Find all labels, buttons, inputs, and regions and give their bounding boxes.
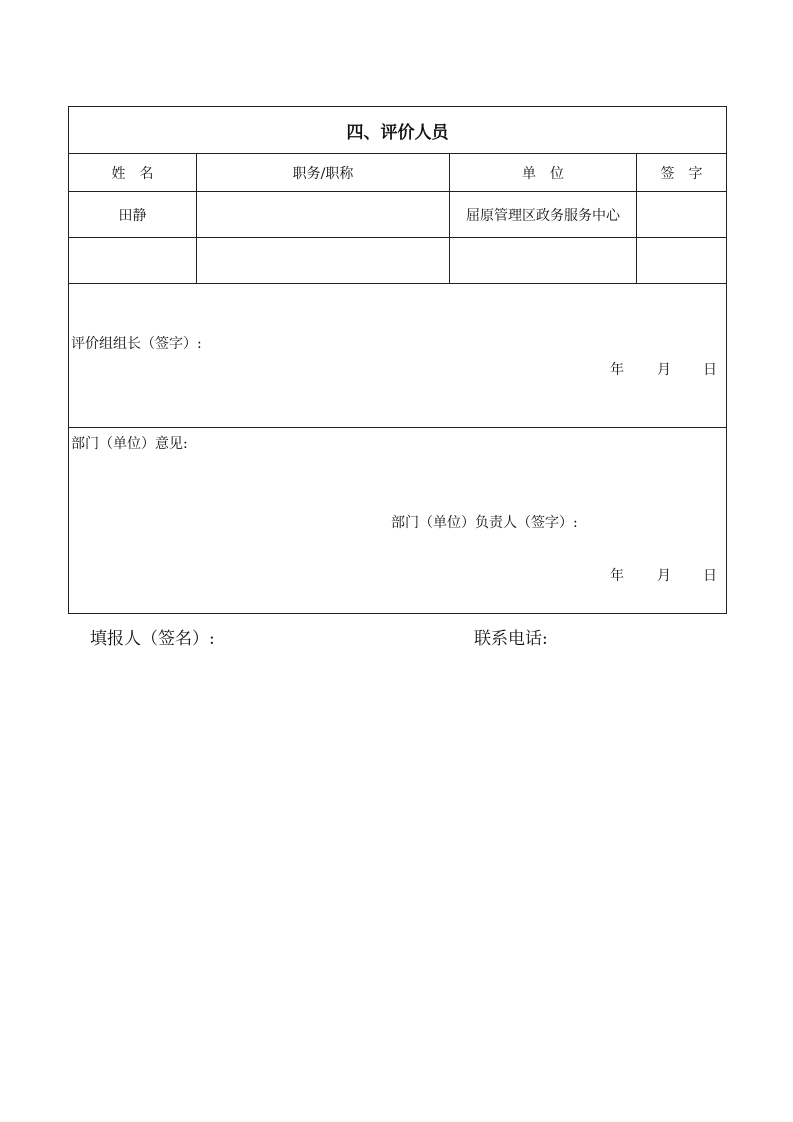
row-2-signature [637,238,726,283]
dept-opinion-label: 部门（单位）意见: [71,436,188,452]
dept-date-year: 年 [610,568,624,584]
divider [69,283,726,284]
row-1-name: 田静 [118,207,147,224]
row-2-name [69,238,196,283]
leader-sign-label: 评价组组长（签字）: [71,336,202,352]
header-unit: 单 位 [522,165,564,182]
dept-date-day: 日 [703,568,717,584]
divider [69,427,726,428]
row-2-position [197,238,449,283]
row-2-unit [450,238,636,283]
evaluation-personnel-form [68,106,727,614]
filler-sign-label: 填报人（签名）: [90,629,215,649]
dept-date-month: 月 [657,568,671,584]
dept-head-sign-label: 部门（单位）负责人（签字）: [391,515,578,531]
row-1-signature [637,192,726,237]
header-signature: 签 字 [660,165,703,182]
leader-date-year: 年 [610,362,624,378]
leader-date-day: 日 [703,362,717,378]
section-title: 四、评价人员 [346,122,449,143]
row-1-position [197,192,449,237]
row-1-unit: 屈原管理区政务服务中心 [466,207,620,224]
header-position: 职务/职称 [292,165,354,182]
leader-date-month: 月 [657,362,671,378]
header-name: 姓 名 [111,165,154,182]
contact-phone-label: 联系电话: [474,629,548,649]
